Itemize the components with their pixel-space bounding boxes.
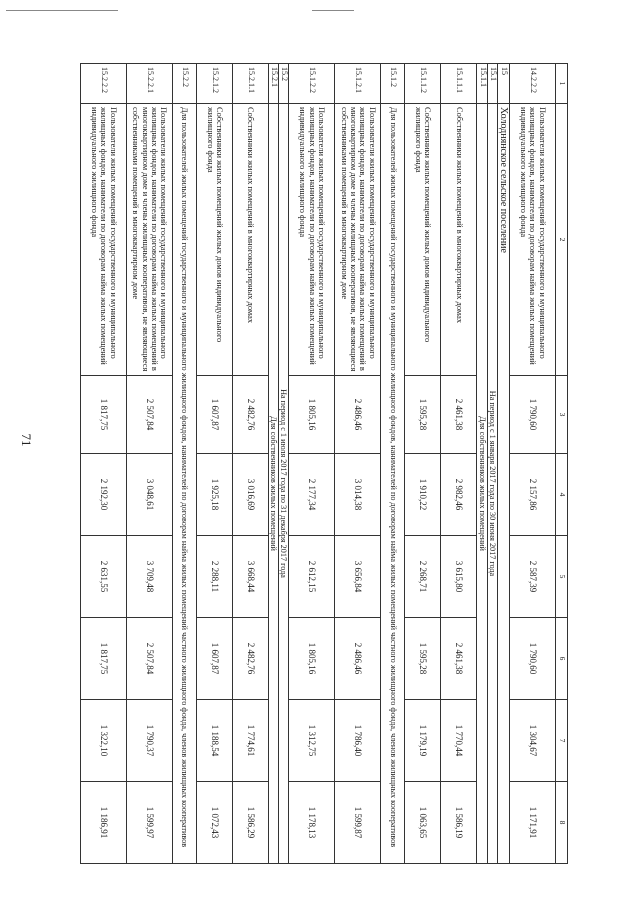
tariff-table-container [84,63,568,863]
value-cell: 2 486,46 [335,618,381,700]
row-description: Пользователи жилых помещений государственного и муниципального жилищных фондов, наниматели по договорам найма жилых помещений индивидуального жилищного фонда [289,104,335,376]
row-code: 14.2.2.2 [510,64,556,104]
value-cell: 2 482,76 [233,618,269,700]
value-cell: 1 599,87 [335,782,381,864]
table-row [477,64,487,864]
value-cell: 1 607,87 [197,618,233,700]
row-code: 15.1.2.2 [289,64,335,104]
column-number: 5 [556,536,568,618]
value-cell: 2 587,39 [510,536,556,618]
value-cell: 1 171,91 [510,782,556,864]
value-cell: 2 288,11 [197,536,233,618]
row-code: 15.2.1 [269,64,279,104]
top-rule-right [312,10,354,11]
column-number: 7 [556,700,568,782]
row-code: 15.1.2 [381,64,405,104]
row-description: Собственники жилых помещений жилых домов индивидуального жилищного фонда [405,104,441,376]
value-cell: 1 322,10 [81,700,127,782]
table-row [127,64,173,864]
table-row [335,64,381,864]
row-code: 15.2 [279,64,289,104]
row-description: Пользователи жилых помещений государственного и муниципального жилищных фондов, наниматели по договорам найма жилых помещений в многоквартирном доме и члены жилищных кооперативов, не являющиеся собственниками помещений в многоквартирном доме [127,104,173,376]
value-cell: 1 790,60 [510,618,556,700]
value-cell: 1 304,67 [510,700,556,782]
column-number: 4 [556,454,568,536]
value-cell: 2 157,86 [510,454,556,536]
top-rule-left [6,10,118,11]
value-cell: 2 507,84 [127,618,173,700]
table-row [497,64,509,864]
table-row [441,64,477,864]
value-cell: 2 177,34 [289,454,335,536]
value-cell: 1 817,75 [81,618,127,700]
value-cell: 3 709,48 [127,536,173,618]
period-heading: На период с 1 января 2017 года по 30 июня 2017 года [487,104,497,864]
value-cell: 1 178,13 [289,782,335,864]
value-cell: 1 805,16 [289,376,335,454]
row-code: 15.1.1 [477,64,487,104]
row-code: 15.1.1.2 [405,64,441,104]
value-cell: 1 599,97 [127,782,173,864]
value-cell: 3 656,84 [335,536,381,618]
value-cell: 2 461,38 [441,618,477,700]
tariff-table [80,63,568,864]
category-heading: Для пользователей жилых помещений государственного и муниципального жилищного фондов, нанимателей по договорам найма жилых помещений частного жилищного фонда, членов жилищных кооперативов [173,104,197,864]
table-row [197,64,233,864]
row-code: 15.2.1.1 [233,64,269,104]
row-code: 15.1.2.1 [335,64,381,104]
table-row [381,64,405,864]
column-number-row [556,64,568,864]
value-cell: 1 774,61 [233,700,269,782]
value-cell: 1 770,44 [441,700,477,782]
value-cell: 1 179,19 [405,700,441,782]
value-cell: 1 188,54 [197,700,233,782]
row-code: 15.1 [487,64,497,104]
row-code: 15.2.1.2 [197,64,233,104]
table-row [279,64,289,864]
table-row [173,64,197,864]
period-heading: Для собственников жилых помещений [477,104,487,864]
value-cell: 1 186,91 [81,782,127,864]
value-cell: 1 607,87 [197,376,233,454]
value-cell: 1 586,19 [441,782,477,864]
table-row [81,64,127,864]
row-description: Собственники жилых помещений в многоквартирных домах [233,104,269,376]
period-heading: Для собственников жилых помещений [269,104,279,864]
value-cell: 1 925,18 [197,454,233,536]
column-number: 1 [556,64,568,104]
row-description: Собственники жилых помещений в многоквартирных домах [441,104,477,376]
row-code: 15 [497,64,509,104]
value-cell: 1 595,28 [405,618,441,700]
value-cell: 2 982,46 [441,454,477,536]
value-cell: 2 482,76 [233,376,269,454]
column-number: 3 [556,376,568,454]
value-cell: 1 817,75 [81,376,127,454]
column-number: 6 [556,618,568,700]
table-row [405,64,441,864]
page-number: 71 [19,433,34,447]
value-cell: 3 016,69 [233,454,269,536]
column-number: 8 [556,782,568,864]
value-cell: 2 612,15 [289,536,335,618]
value-cell: 2 461,38 [441,376,477,454]
table-row [487,64,497,864]
value-cell: 1 072,43 [197,782,233,864]
value-cell: 1 595,28 [405,376,441,454]
row-code: 15.2.2.1 [127,64,173,104]
value-cell: 1 786,40 [335,700,381,782]
value-cell: 3 014,38 [335,454,381,536]
table-row [510,64,556,864]
value-cell: 1 586,29 [233,782,269,864]
value-cell: 2 631,55 [81,536,127,618]
table-row [269,64,279,864]
value-cell: 1 063,65 [405,782,441,864]
value-cell: 1 910,22 [405,454,441,536]
value-cell: 3 048,61 [127,454,173,536]
row-description: Пользователи жилых помещений государственного и муниципального жилищных фондов, наниматели по договорам найма жилых помещений индивидуального жилищного фонда [81,104,127,376]
value-cell: 3 668,44 [233,536,269,618]
row-code: 15.2.2 [173,64,197,104]
row-code: 15.2.2.2 [81,64,127,104]
table-body [81,64,568,864]
table-row [289,64,335,864]
value-cell: 1 312,75 [289,700,335,782]
settlement-title: Холоднянское сельское поселение [497,104,509,864]
category-heading: Для пользователей жилых помещений государственного и муниципального жилищного фондов, нанимателей по договорам найма жилых помещений частного жилищного фонда, членов жилищных кооперативов [381,104,405,864]
value-cell: 2 507,84 [127,376,173,454]
period-heading: На период с 1 июля 2017 года по 31 декабря 2017 года [279,104,289,864]
value-cell: 1 790,60 [510,376,556,454]
value-cell: 1 805,16 [289,618,335,700]
row-description: Пользователи жилых помещений государственного и муниципального жилищных фондов, наниматели по договорам найма жилых помещений в многоквартирном доме и члены жилищных кооперативов, не являющиеся собственниками помещений в многоквартирном доме [335,104,381,376]
row-description: Собственники жилых помещений жилых домов индивидуального жилищного фонда [197,104,233,376]
table-row [233,64,269,864]
value-cell: 2 268,71 [405,536,441,618]
row-description: Пользователи жилых помещений государственного и муниципального жилищных фондов, наниматели по договорам найма жилых помещений индивидуального жилищного фонда [510,104,556,376]
row-code: 15.1.1.1 [441,64,477,104]
value-cell: 2 486,46 [335,376,381,454]
column-number: 2 [556,104,568,376]
value-cell: 2 192,30 [81,454,127,536]
value-cell: 3 615,80 [441,536,477,618]
value-cell: 1 790,37 [127,700,173,782]
